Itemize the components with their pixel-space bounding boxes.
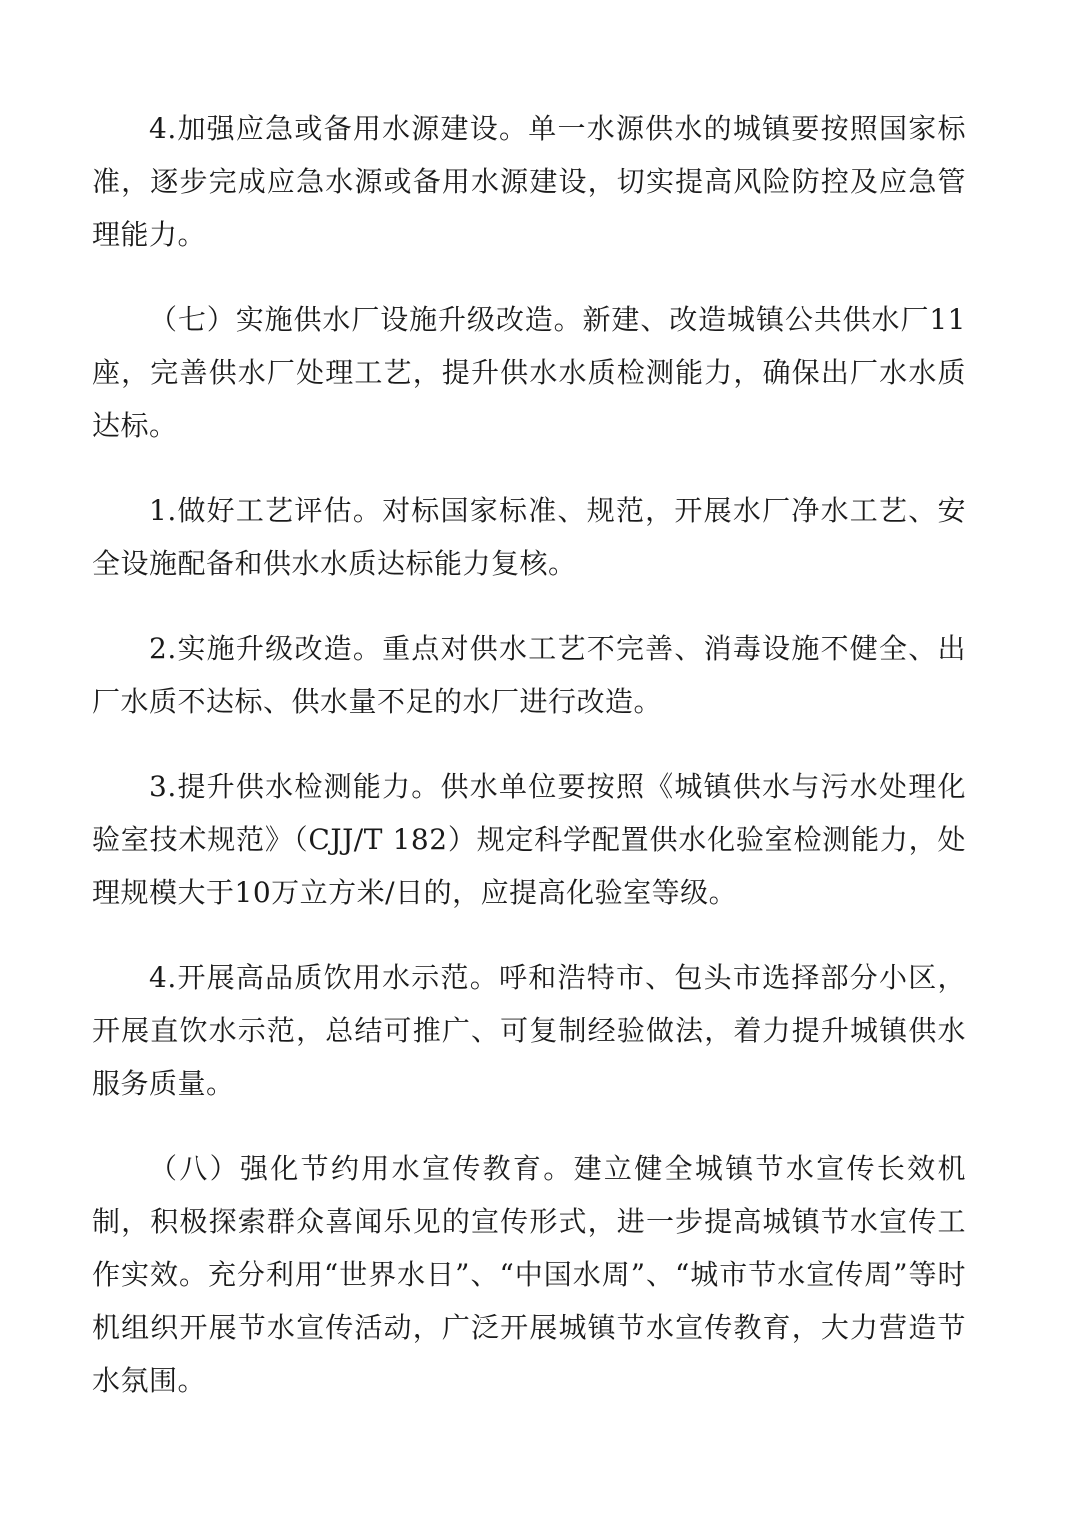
paragraph-drinking-water-demo: 4.开展高品质饮用水示范。呼和浩特市、包头市选择部分小区，开展直饮水示范，总结可推广、可复制经验做法，着力提升城镇供水服务质量。 xyxy=(92,961,966,1100)
paragraph-section-seven-plant-upgrade: （七）实施供水厂设施升级改造。新建、改造城镇公共供水厂11座，完善供水厂处理工艺，提升供水水质检测能力，确保出厂水水质达标。 xyxy=(92,303,966,442)
paragraph-section-eight-publicity: （八）强化节约用水宣传教育。建立健全城镇节水宣传长效机制，积极探索群众喜闻乐见的宣传形式，进一步提高城镇节水宣传工作实效。充分利用“世界水日”、“中国水周”、“城市节水宣传周”等时机组织开展节水宣传活动，广泛开展城镇节水宣传教育，大力营造节水氛围。 xyxy=(92,1152,966,1397)
paragraph-testing-capability: 3.提升供水检测能力。供水单位要按照《城镇供水与污水处理化验室技术规范》（CJJ/T 182）规定科学配置供水化验室检测能力，处理规模大于10万立方米/日的，应提高化验室等级。 xyxy=(92,770,966,909)
paragraph-process-assessment: 1.做好工艺评估。对标国家标准、规范，开展水厂净水工艺、安全设施配备和供水水质达标能力复核。 xyxy=(92,494,966,580)
paragraph-emergency-water-source: 4.加强应急或备用水源建设。单一水源供水的城镇要按照国家标准，逐步完成应急水源或备用水源建设，切实提高风险防控及应急管理能力。 xyxy=(92,112,966,251)
paragraph-upgrade-implementation: 2.实施升级改造。重点对供水工艺不完善、消毒设施不健全、出厂水质不达标、供水量不足的水厂进行改造。 xyxy=(92,632,966,718)
